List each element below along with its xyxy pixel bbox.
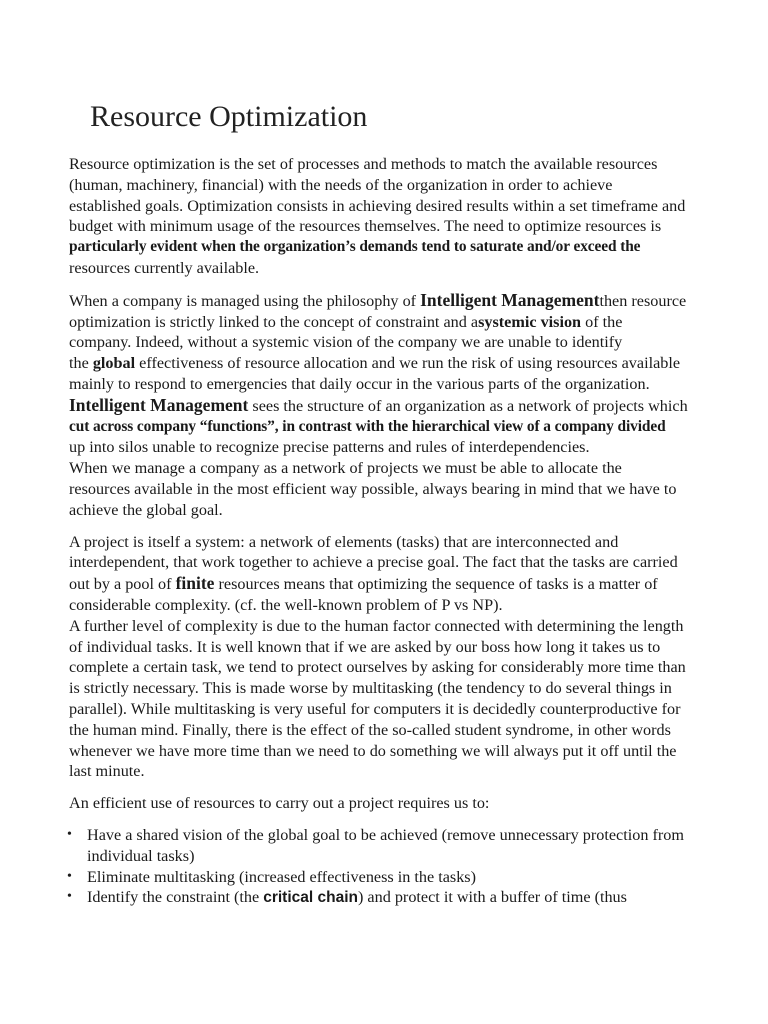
requirements-list: [69, 825, 741, 909]
text-line: last minute.: [69, 762, 145, 781]
text-line: When we manage a company as a network of projects we must be able to allocate the: [69, 459, 622, 478]
emphasis-critical-chain: critical chain: [263, 889, 358, 907]
text-line: complete a certain task, we tend to protect ourselves by asking for considerably more time than: [69, 658, 686, 677]
bullet-icon: •: [67, 889, 72, 905]
text-line: [69, 312, 741, 333]
text-line: individual tasks): [87, 846, 195, 865]
text-line: considerable complexity. (cf. the well-known problem of P vs NP).: [69, 595, 503, 614]
text-line: interdependent, that work together to achieve a precise goal. The fact that the tasks are carried: [69, 553, 678, 572]
emphasis-global: global: [92, 354, 136, 373]
text-segment: sees the structure of an organization as a network of projects which: [248, 396, 688, 415]
text-line: Eliminate multitasking (increased effectiveness in the tasks): [87, 867, 476, 886]
text-line: [69, 353, 741, 374]
emphasis-systemic-vision: systemic vision: [478, 312, 582, 331]
text-line: Have a shared vision of the global goal to be achieved (remove unnecessary protection from: [87, 825, 684, 844]
text-line: Resource optimization is the set of processes and methods to match the available resources: [69, 155, 658, 173]
text-line: of individual tasks. It is well known that if we are asked by our boss how long it takes us to: [69, 637, 661, 656]
text-segment: of the: [581, 312, 623, 331]
text-line: whenever we have more time than we need to do something we will always put it off until the: [69, 741, 677, 760]
page-title: Resource Optimization: [90, 100, 368, 133]
paragraph-project-system: [69, 532, 741, 783]
text-segment: Identify the constraint (the: [87, 888, 264, 907]
text-segment: resources means that optimizing the sequence of tasks is a matter of: [214, 575, 658, 594]
paragraph-intro: [69, 154, 741, 279]
text-line: budget with minimum usage of the resources themselves. The need to optimize resources is: [69, 217, 662, 236]
text-segment: ) and protect it with a buffer of time (thus: [357, 888, 627, 907]
emphasized-text-line: cut across company “functions”, in contrast with the hierarchical view of a company divided: [69, 417, 666, 435]
emphasis-intelligent-management: Intelligent Management: [69, 394, 249, 415]
text-line: mainly to respond to emergencies that daily occur in the various parts of the organization.: [69, 374, 650, 393]
text-line: is strictly necessary. This is made worse by multitasking (the tendency to do several things in: [69, 679, 672, 698]
emphasis-finite: finite: [175, 573, 215, 594]
text-line: parallel). While multitasking is very useful for computers it is decidedly counterproductive for: [69, 699, 681, 718]
text-line: [69, 395, 741, 417]
text-line: established goals. Optimization consists in achieving desired results within a set timeframe and: [69, 196, 686, 215]
emphasis-intelligent-management: Intelligent Management: [420, 289, 600, 310]
text-segment: When a company is managed using the philosophy of: [69, 291, 421, 310]
text-line: the human mind. Finally, there is the effect of the so-called student syndrome, in other words: [69, 720, 671, 739]
bullet-icon: •: [67, 868, 72, 884]
text-segment: the: [69, 354, 93, 373]
list-item: [69, 825, 741, 867]
text-line: [69, 573, 741, 595]
paragraph-requirements-intro: An efficient use of resources to carry out a project requires us to:: [69, 794, 490, 813]
list-item: [69, 887, 741, 909]
text-line: (human, machinery, financial) with the needs of the organization in order to achieve: [69, 175, 613, 194]
text-line: [87, 887, 741, 909]
text-line: achieve the global goal.: [69, 500, 223, 519]
paragraph-intelligent-management: [69, 290, 741, 521]
emphasized-text-line: particularly evident when the organization’s demands tend to saturate and/or exceed the: [69, 238, 641, 256]
list-item: [69, 867, 741, 888]
text-segment: out by a pool of: [69, 575, 176, 594]
text-line: resources currently available.: [69, 258, 260, 277]
document-body: [69, 154, 741, 909]
bullet-icon: •: [67, 826, 72, 842]
text-line: A project is itself a system: a network of elements (tasks) that are interconnected and: [69, 532, 619, 551]
text-line: A further level of complexity is due to the human factor connected with determining the length: [69, 616, 684, 635]
text-line: company. Indeed, without a systemic vision of the company we are unable to identify: [69, 333, 623, 352]
text-line: up into silos unable to recognize precise patterns and rules of interdependencies.: [69, 438, 590, 457]
text-segment: effectiveness of resource allocation and we run the risk of using resources available: [135, 354, 681, 373]
text-line: [69, 290, 741, 312]
text-segment: optimization is strictly linked to the concept of constraint and a: [69, 312, 479, 331]
text-segment: then resource: [599, 291, 687, 310]
text-line: resources available in the most efficient way possible, always bearing in mind that we have to: [69, 479, 677, 498]
